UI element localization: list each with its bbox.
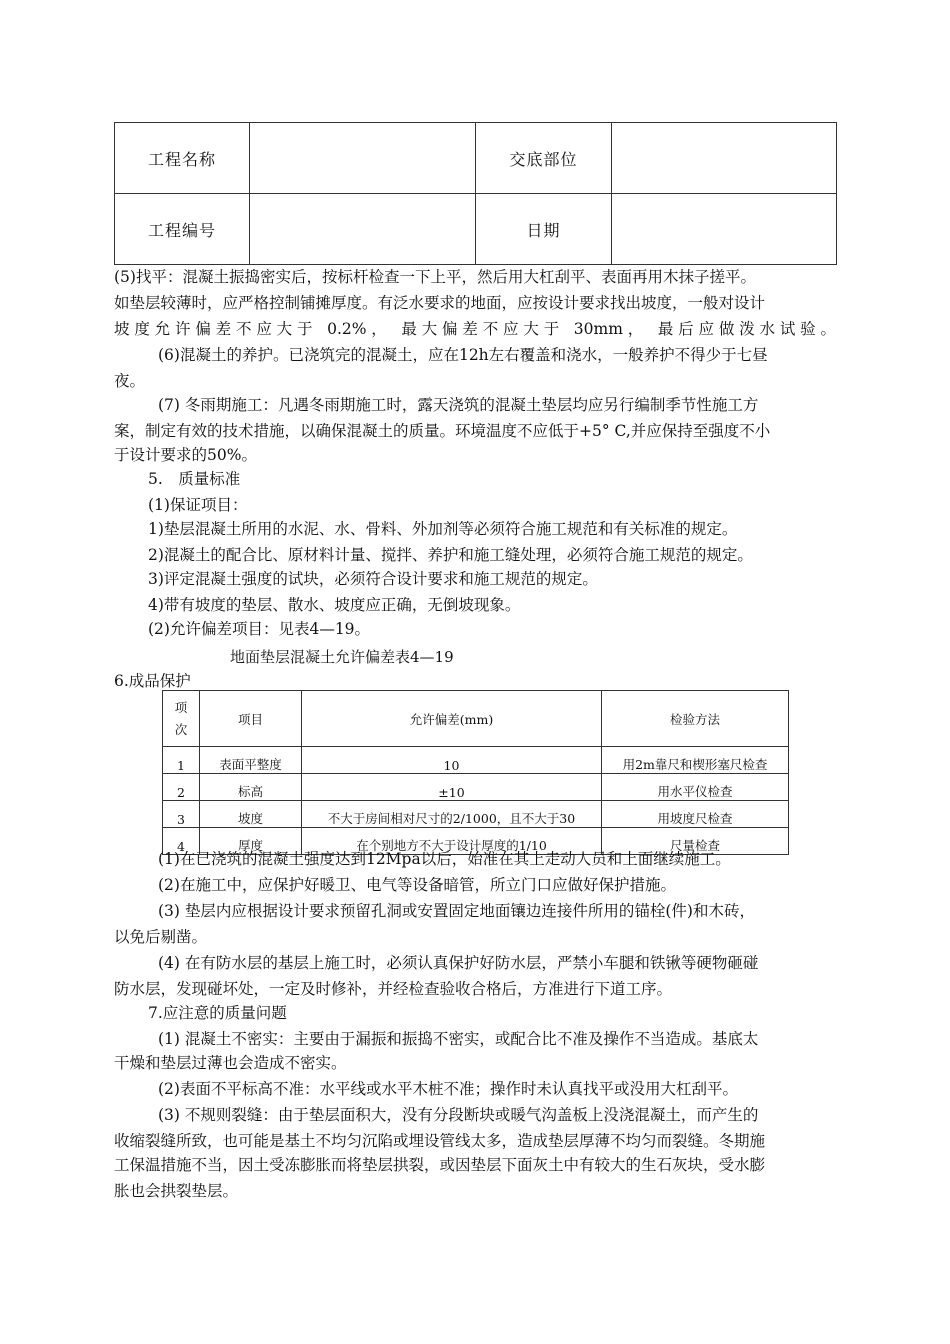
tolerance-items-heading: (2)允许偏差项目：见表4—19。 [148,620,371,638]
date-value [612,194,837,265]
protection-item: 以免后剔凿。 [114,928,208,946]
protection-item: (3) 垫层内应根据设计要求预留孔洞或安置固定地面镶边连接件所用的锚栓(件)和木砖， [158,902,755,920]
project-name-label: 工程名称 [115,123,250,194]
section-5-title: 5. 质量标准 [148,470,241,488]
item-header: 项目 [200,691,302,747]
quality-issue-item: 干燥和垫层过薄也会造成不密实。 [114,1054,347,1072]
quality-issue-item: (3) 不规则裂缝：由于垫层面积大，没有分段断块或暖气沟盖板上没浇混凝土，而产生的 [158,1106,759,1124]
row-index: 1 [163,747,200,774]
row-method: 尺量检查 [602,828,789,855]
quality-issue-item: 收缩裂缝所致，也可能是基土不均匀沉陷或埋设管线太多，造成垫层厚薄不均匀而裂缝。冬期施 [114,1132,766,1150]
project-name-value [250,123,476,194]
tolerance-header: 允许偏差(mm) [302,691,602,747]
guarantee-item: 1)垫层混凝土所用的水泥、水、骨料、外加剂等必须符合施工规范和有关标准的规定。 [148,520,738,538]
section-6-title: 6.成品保护 [114,672,191,690]
quality-issue-item: 胀也会拱裂垫层。 [114,1182,239,1200]
quality-issue-item: (2)表面不平标高不准：水平线或水平木桩不准；操作时未认真找平或没用大杠刮平。 [158,1080,738,1098]
date-label: 日期 [476,194,612,265]
curing-paragraph-line: 夜。 [114,372,146,390]
row-item: 标高 [200,774,302,801]
tolerance-table-header [163,691,789,747]
tolerance-table [162,690,789,855]
row-index: 4 [163,828,200,855]
guarantee-items-heading: (1)保证项目： [148,496,248,514]
row-item: 表面平整度 [200,747,302,774]
index-header-line: 项 [174,699,188,715]
table-row [163,747,789,774]
curing-paragraph-line: (6)混凝土的养护。已浇筑完的混凝土，应在12h左右覆盖和浇水，一般养护不得少于七昼 [158,346,768,364]
guarantee-item: 3)评定混凝土强度的试块，必须符合设计要求和施工规范的规定。 [148,570,598,588]
table-row [163,774,789,801]
project-number-label: 工程编号 [115,194,250,265]
leveling-paragraph-line: 坡度允许偏差不应大于 0.2%， 最大偏差不应大于 30mm， 最后应做泼水试验。 [114,320,836,338]
winter-rain-paragraph-line: (7) 冬雨期施工：凡遇冬雨期施工时，露天浇筑的混凝土垫层均应另行编制季节性施工方 [158,396,759,414]
index-header-line: 次 [174,721,188,737]
table-row [163,801,789,828]
project-number-value [250,194,476,265]
section-7-title: 7.应注意的质量问题 [148,1004,287,1022]
guarantee-item: 2)混凝土的配合比、原材料计量、搅拌、养护和施工缝处理，必须符合施工规范的规定。 [148,546,753,564]
quality-issue-item: 工保温措施不当，因土受冻膨胀而将垫层拱裂，或因垫层下面灰土中有较大的生石灰块，受水膨 [114,1156,766,1174]
quality-issue-item: (1) 混凝土不密实：主要由于漏振和振捣不密实，或配合比不准及操作不当造成。基底太 [158,1030,759,1048]
leveling-paragraph-line: 如垫层较薄时，应严格控制铺摊厚度。有泛水要求的地面，应按设计要求找出坡度，一般对设计 [114,294,766,312]
row-method: 用坡度尺检查 [602,801,789,828]
handover-location-value [612,123,837,194]
guarantee-item: 4)带有坡度的垫层、散水、坡度应正确，无倒坡现象。 [148,596,521,614]
row-tolerance: ±10 [302,774,602,801]
handover-location-label: 交底部位 [476,123,612,194]
project-info-row [115,123,837,194]
winter-rain-paragraph-line: 案，制定有效的技术措施，以确保混凝土的质量。环境温度不应低于+5° C,并应保持至强度不小 [114,422,771,440]
table-caption: 地面垫层混凝土允许偏差表4—19 [230,648,454,666]
row-method: 用2m靠尺和楔形塞尺检查 [602,747,789,774]
row-tolerance: 10 [302,747,602,774]
protection-item: (2)在施工中，应保护好暖卫、电气等设备暗管，所立门口应做好保护措施。 [158,876,676,894]
method-header: 检验方法 [602,691,789,747]
row-tolerance: 不大于房间相对尺寸的2/1000，且不大于30 [302,801,602,828]
protection-item: (4) 在有防水层的基层上施工时，必须认真保护好防水层，严禁小车腿和铁锹等硬物砸碰 [158,954,759,972]
row-index: 2 [163,774,200,801]
project-info-row [115,194,837,265]
row-tolerance: 在个别地方不大于设计厚度的1/10 [302,828,602,855]
index-header [163,691,200,747]
protection-item: 防水层，发现碰坏处，一定及时修补，并经检查验收合格后，方准进行下道工序。 [114,980,673,998]
project-info-table [114,122,837,265]
row-method: 用水平仪检查 [602,774,789,801]
row-index: 3 [163,801,200,828]
row-item: 厚度 [200,828,302,855]
winter-rain-paragraph-line: 于设计要求的50%。 [114,446,257,464]
row-item: 坡度 [200,801,302,828]
protection-item: (1)在已浇筑的混凝土强度达到12Mpa以后，始准在其上走动人员和上面继续施工。 [158,850,731,868]
leveling-paragraph-line: (5)找平：混凝土振捣密实后，按标杆检查一下上平，然后用大杠刮平、表面再用木抹子搓平。 [114,268,756,286]
